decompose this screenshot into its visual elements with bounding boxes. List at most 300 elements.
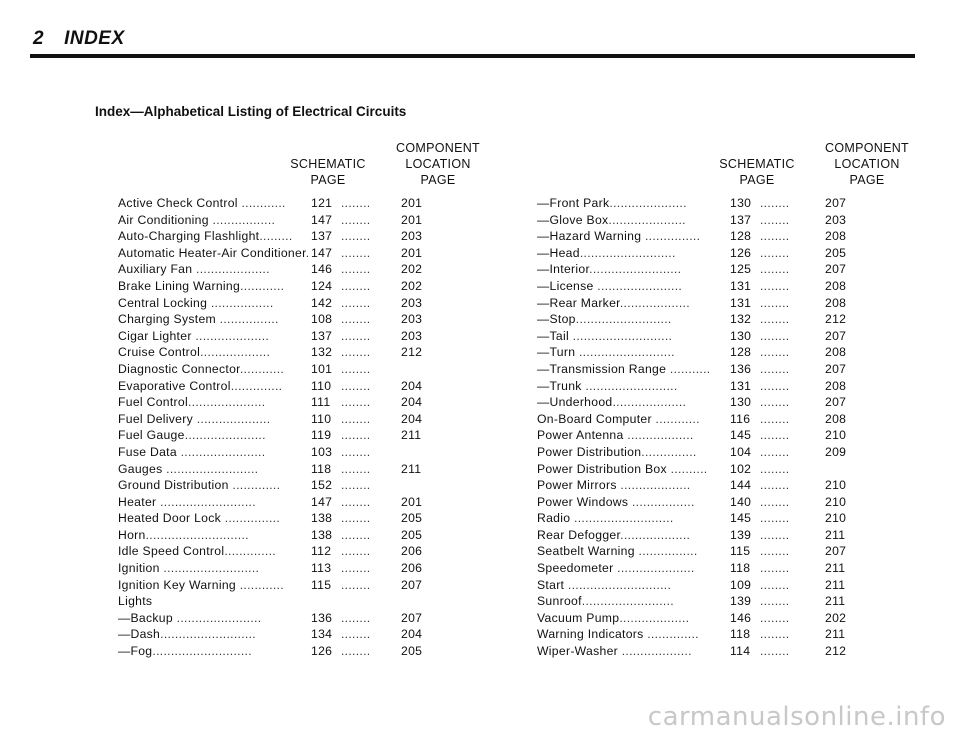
page-dot-leader: ........ — [760, 511, 790, 526]
component-location-page: 203 — [401, 295, 423, 310]
entry-label: —Rear Marker — [537, 295, 620, 310]
component-location-page: 206 — [401, 561, 423, 576]
index-list-right — [537, 195, 912, 660]
entry-dot-leader: .......................... — [575, 345, 675, 360]
component-location-page: 207 — [401, 577, 423, 592]
entry-name — [537, 461, 707, 478]
entry-dot-leader: .................... — [192, 262, 270, 277]
schematic-page: 101 — [311, 361, 333, 376]
entry-name — [537, 477, 690, 494]
page-dot-leader: ........ — [760, 428, 790, 443]
entry-name — [118, 626, 256, 643]
entry-name — [118, 411, 270, 428]
entry-name — [537, 245, 676, 262]
schematic-page: 142 — [311, 295, 333, 310]
index-entry — [537, 212, 912, 229]
page-dot-leader: ........ — [341, 229, 371, 244]
index-entry — [537, 610, 912, 627]
header-rule — [30, 54, 915, 58]
schematic-header — [697, 156, 817, 188]
entry-dot-leader: ............ — [236, 577, 284, 592]
entry-label: —License — [537, 278, 594, 293]
component-location-page: 204 — [401, 411, 423, 426]
index-entry — [537, 261, 912, 278]
index-entry — [537, 444, 912, 461]
schematic-page: 110 — [311, 411, 332, 426]
page-dot-leader: ........ — [341, 245, 371, 260]
index-entry — [118, 543, 473, 560]
entry-label: Speedometer — [537, 561, 614, 576]
page-dot-leader: ........ — [760, 229, 790, 244]
index-entry — [537, 394, 912, 411]
index-entry — [118, 394, 473, 411]
entry-dot-leader: .............. — [643, 627, 699, 642]
schematic-page: 137 — [311, 328, 333, 343]
entry-name — [118, 427, 266, 444]
entry-label: Brake Lining Warning — [118, 278, 241, 293]
index-entry — [118, 461, 473, 478]
index-entry — [537, 510, 912, 527]
schematic-page: 118 — [730, 627, 751, 642]
entry-dot-leader: .......................... — [160, 627, 256, 642]
schematic-page: 116 — [730, 411, 751, 426]
entry-label: —Glove Box — [537, 212, 609, 227]
index-entry — [537, 577, 912, 594]
entry-label: Gauges — [118, 461, 163, 476]
entry-dot-leader: ..................... — [613, 561, 695, 576]
component-location-page: 202 — [401, 278, 423, 293]
page-dot-leader: ........ — [341, 411, 371, 426]
entry-dot-leader: .......................... — [159, 561, 260, 576]
index-entry — [118, 643, 473, 660]
schematic-page: 131 — [730, 278, 752, 293]
entry-dot-leader: ..................... — [187, 395, 266, 410]
entry-label: Power Distribution — [537, 444, 642, 459]
entry-label: Heater — [118, 494, 157, 509]
component-location-page: 203 — [401, 229, 423, 244]
entry-dot-leader: ............... — [641, 229, 701, 244]
entry-name — [118, 610, 261, 627]
entry-dot-leader: .......... — [666, 461, 708, 476]
entry-dot-leader: ........... — [666, 361, 711, 376]
entry-label: —Stop — [537, 312, 576, 327]
page-dot-leader: ........ — [341, 577, 371, 592]
entry-name — [118, 295, 274, 312]
schematic-page: 124 — [311, 278, 333, 293]
entry-name — [537, 295, 690, 312]
entry-name — [537, 610, 689, 627]
index-entry — [537, 560, 912, 577]
entry-name — [537, 527, 690, 544]
component-location-page: 212 — [825, 312, 847, 327]
page-dot-leader: ........ — [760, 478, 790, 493]
index-entry — [118, 228, 473, 245]
entry-name — [118, 245, 309, 262]
page-dot-leader: ........ — [341, 262, 371, 277]
schematic-page: 111 — [311, 395, 331, 410]
index-entry — [537, 427, 912, 444]
component-location-page: 205 — [401, 644, 423, 659]
page-dot-leader: ........ — [760, 527, 790, 542]
page-dot-leader: ........ — [341, 561, 371, 576]
page-dot-leader: ........ — [341, 511, 371, 526]
schematic-page: 139 — [730, 527, 752, 542]
component-header-line3: PAGE — [849, 173, 885, 187]
component-location-page: 202 — [401, 262, 423, 277]
page-dot-leader: ........ — [341, 378, 371, 393]
entry-name — [118, 643, 252, 660]
entry-dot-leader: ................... — [616, 478, 691, 493]
entry-dot-leader: ....................... — [172, 610, 262, 625]
entry-label: —Underhood — [537, 395, 613, 410]
component-location-page: 202 — [825, 610, 847, 625]
page-dot-leader: ........ — [341, 461, 371, 476]
component-location-page: 208 — [825, 295, 847, 310]
schematic-page: 138 — [311, 511, 333, 526]
entry-label: Charging System — [118, 312, 216, 327]
entry-label: Idle Speed Control — [118, 544, 225, 559]
index-entry — [118, 610, 473, 627]
index-entry — [537, 477, 912, 494]
index-entry — [118, 427, 473, 444]
index-entry — [118, 378, 473, 395]
index-entry — [118, 411, 473, 428]
index-entry — [118, 494, 473, 511]
schematic-page: 118 — [730, 561, 751, 576]
index-entry — [537, 643, 912, 660]
index-entry — [537, 195, 912, 212]
component-header — [378, 140, 498, 188]
entry-label: —Transmission Range — [537, 361, 667, 376]
schematic-page: 130 — [730, 395, 752, 410]
component-location-page: 204 — [401, 378, 423, 393]
page-dot-leader: ........ — [760, 196, 790, 210]
entry-dot-leader: ............... — [221, 511, 281, 526]
schematic-page: 140 — [730, 494, 752, 509]
entry-name — [537, 444, 697, 461]
index-entry — [118, 361, 473, 378]
component-header-line1: COMPONENT — [396, 141, 480, 155]
component-location-page: 201 — [401, 245, 423, 260]
entry-name — [118, 261, 270, 278]
component-location-page: 211 — [401, 428, 422, 443]
entry-dot-leader: ......................... — [581, 378, 678, 393]
entry-name — [118, 195, 286, 212]
entry-dot-leader: ................... — [620, 527, 691, 542]
index-entry — [118, 560, 473, 577]
entry-dot-leader: ....................... — [593, 278, 683, 293]
component-header-line2: LOCATION — [405, 157, 471, 171]
entry-name — [537, 577, 671, 594]
index-entry — [118, 311, 473, 328]
entry-name — [118, 593, 152, 610]
schematic-page: 118 — [311, 461, 332, 476]
entry-label: Horn — [118, 527, 146, 542]
index-column-left — [118, 140, 480, 660]
component-location-page: 207 — [825, 196, 847, 210]
entry-label: Power Antenna — [537, 428, 624, 443]
entry-name — [537, 510, 674, 527]
entry-dot-leader: ................... — [619, 295, 690, 310]
page-dot-leader: ........ — [760, 561, 790, 576]
entry-dot-leader: .......................... — [579, 245, 676, 260]
schematic-header-line2: PAGE — [310, 173, 346, 187]
schematic-page: 139 — [730, 594, 752, 609]
schematic-page: 137 — [311, 229, 333, 244]
entry-label: —Interior — [537, 262, 590, 277]
schematic-page: 131 — [730, 378, 752, 393]
component-location-page: 205 — [825, 245, 847, 260]
entry-name — [537, 311, 672, 328]
index-entry — [118, 245, 473, 262]
entry-label: Automatic Heater-Air Conditioner — [118, 245, 306, 260]
entry-name — [537, 427, 694, 444]
entry-dot-leader: ...................... — [184, 428, 266, 443]
page-dot-leader: ........ — [760, 212, 790, 227]
schematic-page: 102 — [730, 461, 752, 476]
schematic-page: 103 — [311, 444, 333, 459]
entry-label: Fuel Delivery — [118, 411, 194, 426]
entry-dot-leader: ........................... — [570, 511, 674, 526]
entry-name — [118, 378, 282, 395]
schematic-page: 115 — [311, 577, 332, 592]
component-header — [807, 140, 927, 188]
entry-dot-leader: ................. — [208, 212, 276, 227]
component-location-page: 210 — [825, 511, 847, 526]
index-entry — [537, 527, 912, 544]
schematic-page: 144 — [730, 478, 752, 493]
page-dot-leader: ........ — [760, 610, 790, 625]
index-entry — [118, 527, 473, 544]
page-dot-leader: ........ — [341, 627, 371, 642]
schematic-page: 128 — [730, 345, 752, 360]
entry-label: Fuel Gauge — [118, 428, 185, 443]
entry-dot-leader: ......................... — [162, 461, 259, 476]
entry-label: —Hazard Warning — [537, 229, 642, 244]
index-column-right — [537, 140, 912, 660]
schematic-page: 126 — [311, 644, 333, 659]
index-entry — [537, 411, 912, 428]
page-dot-leader: ........ — [760, 345, 790, 360]
component-location-page: 210 — [825, 478, 847, 493]
entry-name — [537, 278, 682, 295]
component-location-page: 204 — [401, 627, 423, 642]
entry-dot-leader: ............ — [239, 361, 285, 376]
index-entry — [537, 543, 912, 560]
entry-label: Lights — [118, 594, 153, 609]
page-dot-leader: ........ — [760, 627, 790, 642]
entry-dot-leader: .......................... — [156, 494, 256, 509]
page-dot-leader: ........ — [341, 644, 371, 659]
index-entry — [537, 593, 912, 610]
entry-label: Power Distribution Box — [537, 461, 667, 476]
entry-label: Heated Door Lock — [118, 511, 222, 526]
schematic-page: 114 — [730, 644, 751, 659]
entry-name — [537, 378, 678, 395]
column-header — [118, 140, 480, 195]
schematic-page: 145 — [730, 428, 752, 443]
entry-dot-leader: ................ — [215, 312, 279, 327]
page-dot-leader: ........ — [760, 295, 790, 310]
schematic-page: 126 — [730, 245, 752, 260]
schematic-page: 137 — [730, 212, 752, 227]
page-dot-leader: ........ — [341, 361, 371, 376]
component-location-page: 207 — [401, 610, 423, 625]
schematic-page: 130 — [730, 328, 752, 343]
page-dot-leader: ........ — [760, 594, 790, 609]
entry-dot-leader: .................. — [623, 428, 694, 443]
schematic-page: 121 — [311, 196, 333, 210]
page-dot-leader: ........ — [760, 494, 790, 509]
component-location-page: 203 — [401, 312, 423, 327]
schematic-page: 130 — [730, 196, 752, 210]
component-location-page: 208 — [825, 345, 847, 360]
index-entry — [537, 626, 912, 643]
index-entry — [118, 577, 473, 594]
entry-dot-leader: ..................... — [609, 196, 687, 210]
page-dot-leader: ........ — [760, 245, 790, 260]
schematic-page: 146 — [311, 262, 333, 277]
entry-label: —Fog — [118, 644, 153, 659]
schematic-page: 109 — [730, 577, 752, 592]
entry-label: —Backup — [118, 610, 173, 625]
entry-name — [118, 461, 258, 478]
page-dot-leader: ........ — [760, 644, 790, 659]
index-entry — [118, 444, 473, 461]
entry-label: —Turn — [537, 345, 576, 360]
entry-name — [118, 510, 280, 527]
entry-dot-leader: .................... — [191, 328, 270, 343]
entry-dot-leader: ......................... — [581, 594, 674, 609]
entry-dot-leader: ............ — [240, 278, 285, 293]
component-location-page: 208 — [825, 278, 847, 293]
entry-name — [118, 543, 276, 560]
component-location-page: 208 — [825, 229, 847, 244]
page-dot-leader: ........ — [341, 212, 371, 227]
component-location-page: 208 — [825, 378, 847, 393]
section-title: INDEX — [64, 28, 125, 49]
index-entry — [118, 626, 473, 643]
page-dot-leader: ........ — [341, 444, 371, 459]
schematic-page: 132 — [311, 345, 333, 360]
index-entry — [118, 477, 473, 494]
entry-dot-leader: ................ — [634, 544, 698, 559]
entry-label: Sunroof — [537, 594, 582, 609]
entry-label: Fuse Data — [118, 444, 177, 459]
entry-name — [118, 394, 265, 411]
entry-dot-leader: ........................... — [152, 644, 252, 659]
entry-name — [537, 593, 674, 610]
component-location-page: 201 — [401, 196, 423, 210]
entry-name — [537, 626, 699, 643]
column-header — [537, 140, 912, 195]
schematic-page: 146 — [730, 610, 752, 625]
entry-dot-leader: ....................... — [176, 444, 266, 459]
schematic-page: 110 — [311, 378, 332, 393]
page-dot-leader: ........ — [760, 312, 790, 327]
entry-name — [118, 228, 293, 245]
entry-label: —Tail — [537, 328, 569, 343]
entry-label: Rear Defogger — [537, 527, 621, 542]
schematic-header-line1: SCHEMATIC — [719, 157, 795, 171]
page-dot-leader: ........ — [760, 395, 790, 410]
schematic-page: 145 — [730, 511, 752, 526]
entry-name — [118, 212, 275, 229]
schematic-page: 136 — [311, 610, 333, 625]
schematic-page: 131 — [730, 295, 752, 310]
index-entry — [118, 328, 473, 345]
index-entry — [537, 344, 912, 361]
entry-dot-leader: . — [305, 245, 310, 260]
index-entry — [118, 261, 473, 278]
component-location-page: 207 — [825, 328, 847, 343]
entry-name — [118, 328, 269, 345]
page-header — [33, 28, 125, 50]
entry-dot-leader: ......................... — [589, 262, 682, 277]
entry-name — [118, 527, 249, 544]
entry-name — [118, 278, 284, 295]
index-entry — [537, 328, 912, 345]
component-location-page: 207 — [825, 395, 847, 410]
entry-label: Power Mirrors — [537, 478, 617, 493]
entry-name — [537, 328, 672, 345]
entry-label: Diagnostic Connector — [118, 361, 240, 376]
index-entry — [537, 378, 912, 395]
schematic-page: 138 — [311, 527, 333, 542]
entry-name — [118, 577, 284, 594]
entry-label: Vacuum Pump — [537, 610, 620, 625]
entry-label: Evaporative Control — [118, 378, 231, 393]
schematic-header-line1: SCHEMATIC — [290, 157, 366, 171]
entry-dot-leader: ................. — [207, 295, 274, 310]
entry-dot-leader: ............................ — [145, 527, 249, 542]
index-entry — [537, 494, 912, 511]
component-location-page: 207 — [825, 361, 847, 376]
page-dot-leader: ........ — [341, 494, 371, 509]
page-dot-leader: ........ — [341, 428, 371, 443]
entry-name — [118, 494, 256, 511]
component-location-page: 210 — [825, 428, 847, 443]
entry-name — [118, 444, 265, 461]
page-dot-leader: ........ — [341, 478, 371, 493]
entry-label: Active Check Control — [118, 196, 238, 210]
schematic-page: 128 — [730, 229, 752, 244]
schematic-page: 104 — [730, 444, 752, 459]
entry-label: Central Locking — [118, 295, 208, 310]
page-dot-leader: ........ — [760, 577, 790, 592]
entry-dot-leader: ......... — [259, 229, 293, 244]
index-entry — [118, 195, 473, 212]
entry-name — [537, 344, 675, 361]
entry-dot-leader: ............................ — [564, 577, 672, 592]
entry-name — [118, 344, 270, 361]
entry-label: —Dash — [118, 627, 161, 642]
schematic-page: 119 — [311, 428, 332, 443]
entry-dot-leader: ............ — [237, 196, 286, 210]
index-entry — [118, 295, 473, 312]
schematic-page: 147 — [311, 212, 333, 227]
entry-name — [537, 261, 681, 278]
entry-dot-leader: ................. — [628, 494, 695, 509]
page-dot-leader: ........ — [760, 544, 790, 559]
component-header-line1: COMPONENT — [825, 141, 909, 155]
entry-label: Wiper-Washer — [537, 644, 619, 659]
schematic-page: 125 — [730, 262, 752, 277]
entry-label: Cruise Control — [118, 345, 201, 360]
entry-label: Power Windows — [537, 494, 629, 509]
component-location-page: 211 — [401, 461, 422, 476]
entry-label: Fuel Control — [118, 395, 188, 410]
